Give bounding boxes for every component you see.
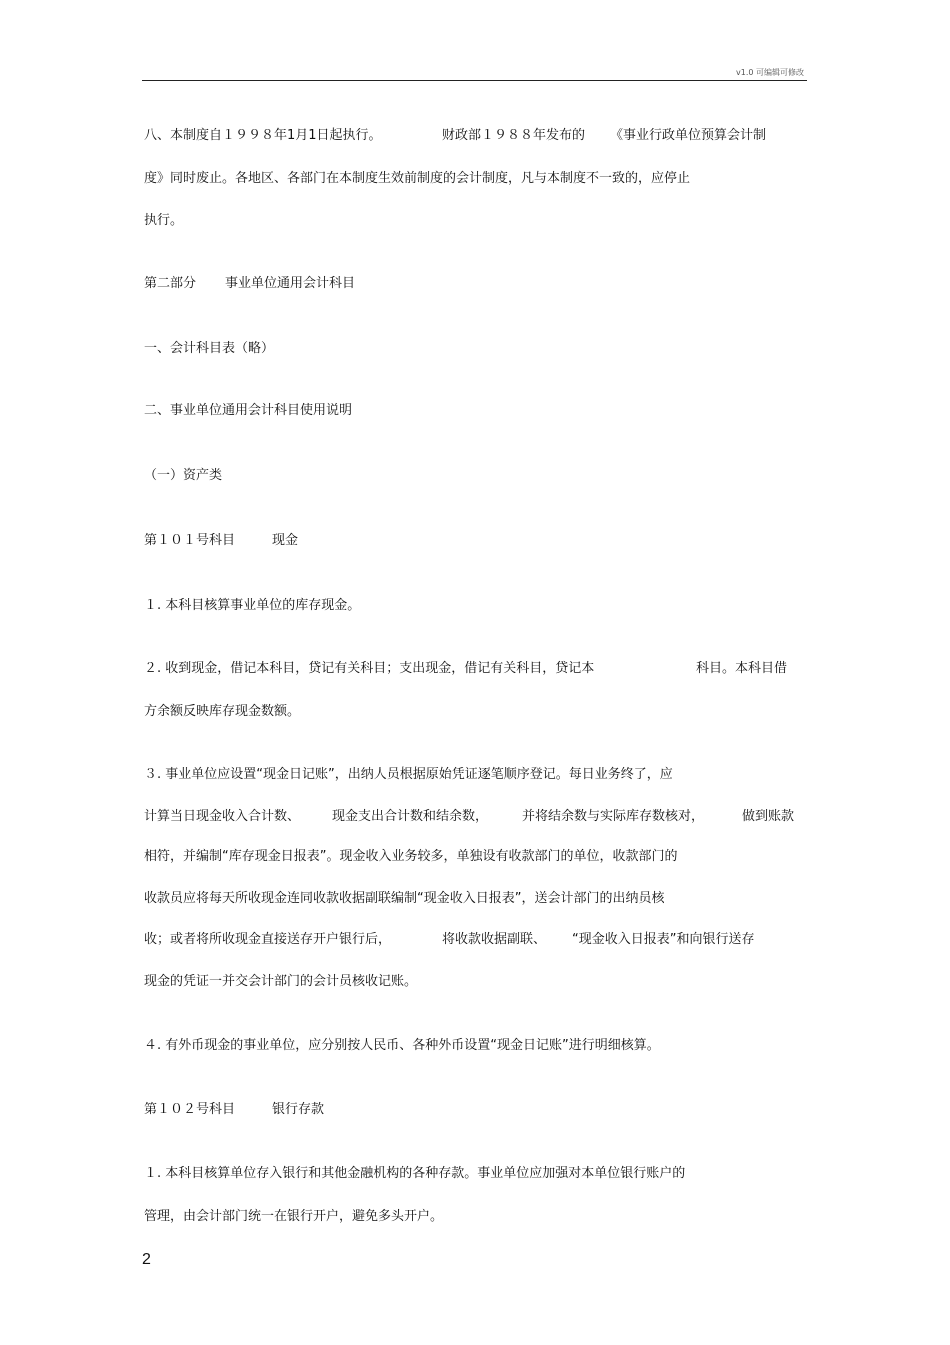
heading-subject-102 — [144, 1100, 325, 1120]
para-8-line-2: 度》同时废止。各地区、各部门在本制度生效前制度的会计制度，凡与本制度不一致的，应停止 — [144, 171, 691, 186]
item-101-3-line-2-d: 做到账款 — [742, 809, 795, 824]
heading-subject-101 — [144, 531, 299, 551]
section-heading-part-2-b: 事业单位通用会计科目 — [225, 276, 356, 291]
heading-subject-101-a: 第１０１号科目 — [144, 533, 236, 548]
item-101-1: １. 本科目核算事业单位的库存现金。 — [144, 598, 361, 613]
section-heading-part-2-a: 第二部分 — [144, 276, 197, 291]
item-101-3-line-1: ３. 事业单位应设置“现金日记账”，出纳人员根据原始凭证逐笔顺序登记。每日业务终了，应 — [144, 767, 673, 782]
para-8-line-1 — [144, 126, 767, 146]
page-number: 2 — [142, 1251, 151, 1268]
item-101-2-line-1-a: ２. 收到现金，借记本科目，贷记有关科目；支出现金，借记有关科目，贷记本 — [144, 661, 595, 676]
item-101-3-line-5 — [144, 930, 755, 950]
item-101-3-line-2-a: 计算当日现金收入合计数、 — [144, 809, 301, 824]
item-101-2-line-2: 方余额反映库存现金数额。 — [144, 704, 301, 719]
para-8-line-1-a: 八、本制度自１９９８年1月1日起执行。 — [144, 128, 382, 143]
heading-subject-table: 一、会计科目表（略） — [144, 341, 275, 356]
version-note: v1.0 可编辑可修改 — [736, 68, 804, 77]
item-101-3-line-2-c: 并将结余数与实际库存数核对， — [522, 809, 705, 824]
item-101-4: ４. 有外币现金的事业单位，应分别按人民币、各种外币设置“现金日记账”进行明细核算。 — [144, 1038, 660, 1053]
item-102-1-line-2: 管理，由会计部门统一在银行开户，避免多头开户。 — [144, 1209, 444, 1224]
item-101-3-line-5-a: 收；或者将所收现金直接送存开户银行后， — [144, 932, 392, 947]
heading-assets: （一）资产类 — [144, 468, 223, 483]
para-8-line-1-b: 财政部１９８８年发布的 — [442, 128, 586, 143]
item-101-3-line-6: 现金的凭证一并交会计部门的会计员核收记账。 — [144, 974, 418, 989]
item-101-3-line-2-b: 现金支出合计数和结余数， — [332, 809, 489, 824]
item-101-3-line-3: 相符，并编制“库存现金日报表”。现金收入业务较多，单独设有收款部门的单位，收款部门的 — [144, 849, 678, 864]
item-101-3-line-5-b: 将收款收据副联、 — [442, 932, 547, 947]
para-8-line-3: 执行。 — [144, 213, 184, 228]
item-101-3-line-5-c: “现金收入日报表”和向银行送存 — [572, 932, 755, 947]
item-102-1-line-1: １. 本科目核算单位存入银行和其他金融机构的各种存款。事业单位应加强对本单位银行账户的 — [144, 1166, 686, 1181]
item-101-2-line-1-b: 科目。本科目借 — [696, 661, 788, 676]
heading-subject-102-a: 第１０２号科目 — [144, 1102, 236, 1117]
heading-subject-usage: 二、事业单位通用会计科目使用说明 — [144, 403, 353, 418]
heading-subject-102-b: 银行存款 — [272, 1102, 325, 1117]
para-8-line-1-c: 《事业行政单位预算会计制 — [610, 128, 767, 143]
item-101-3-line-4: 收款员应将每天所收现金连同收款收据副联编制“现金收入日报表”，送会计部门的出纳员核 — [144, 891, 665, 906]
header-rule — [142, 80, 807, 81]
item-101-2-line-1 — [144, 659, 788, 679]
section-heading-part-2 — [144, 274, 356, 294]
item-101-3-line-2 — [144, 807, 795, 827]
heading-subject-101-b: 现金 — [272, 533, 299, 548]
